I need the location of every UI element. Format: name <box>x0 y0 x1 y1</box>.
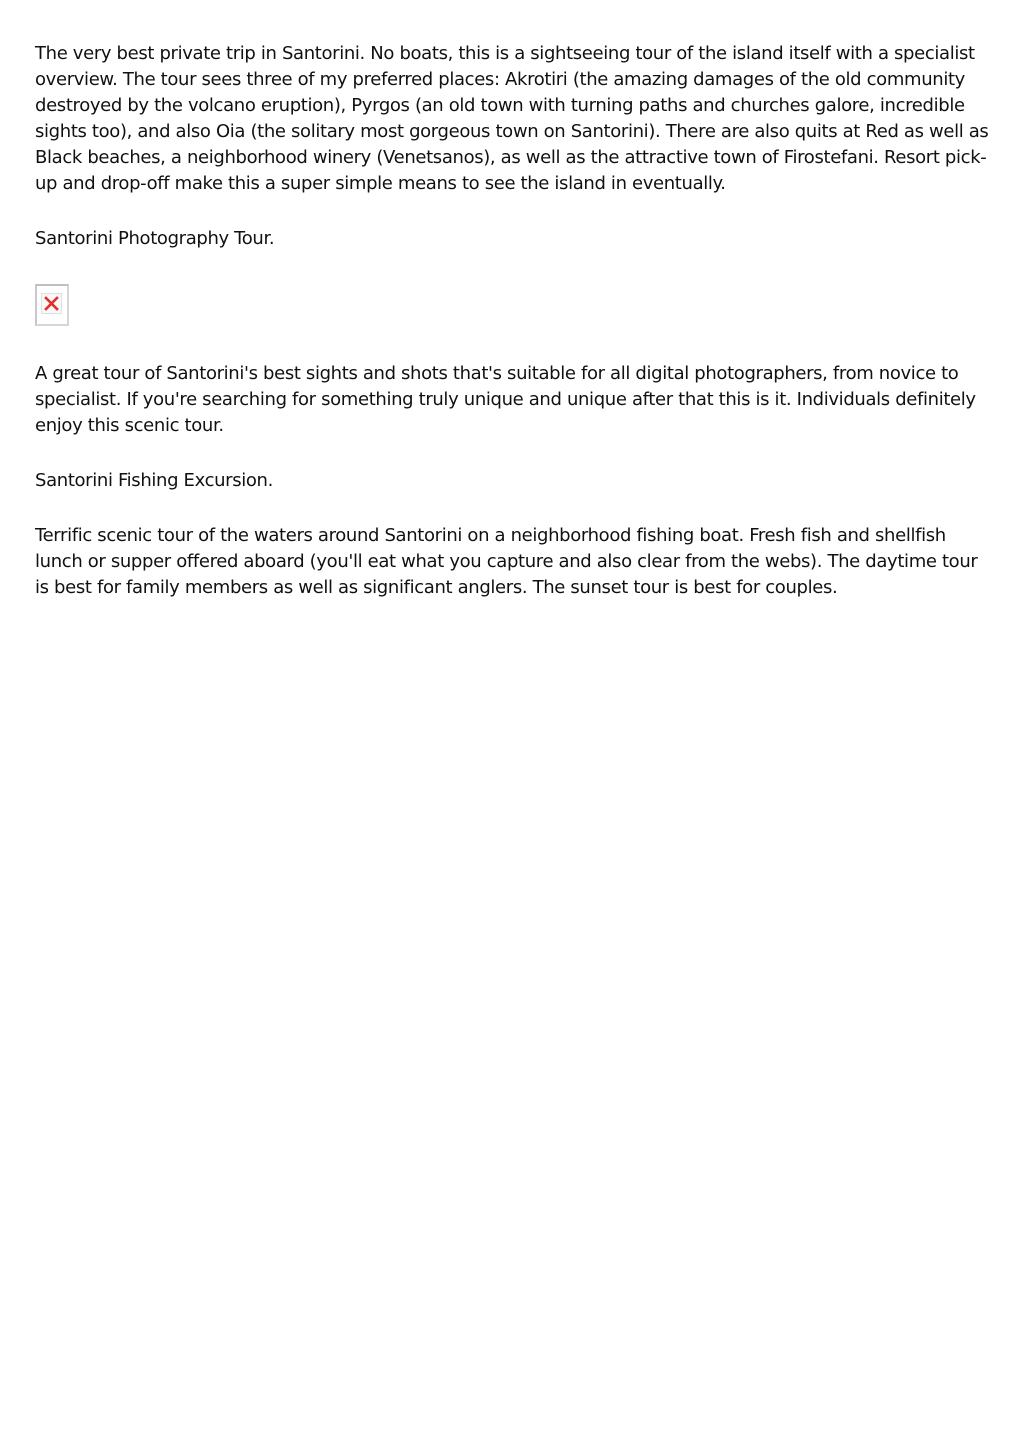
photography-tour-heading: Santorini Photography Tour. <box>35 228 275 249</box>
broken-image-icon <box>44 296 59 311</box>
fishing-excursion-description: Terrific scenic tour of the waters around Santorini on a neighborhood fishing boat. Fresh fish and shellfish lunch or supper offered aboard (you'll eat what you capture and also clear from the webs). The daytime tour is best for family members as well as significant anglers. The sunset tour is best for couples. <box>35 525 978 598</box>
photography-tour-description: A great tour of Santorini's best sights and shots that's suitable for all digital photographers, from novice to specialist. If you're searching for something truly unique and unique after that this is it. Individuals definitely enjoy this scenic tour. <box>35 363 976 436</box>
broken-image-placeholder <box>35 284 69 326</box>
fishing-excursion-heading: Santorini Fishing Excursion. <box>35 470 273 491</box>
intro-paragraph: The very best private trip in Santorini. No boats, this is a sightseeing tour of the island itself with a specialist overview. The tour sees three of my preferred places: Akrotiri (the amazing damages of the old community destroyed by the volcano eruption), Pyrgos (an old town with turning paths and churches galore, incredible sights too), and also Oia (the solitary most gorgeous town on Santorini). There are also quits at Red as well as Black beaches, a neighborhood winery (Venetsanos), as well as the attractive town of Firostefani. Resort pick-up and drop-off make this a super simple means to see the island in eventually. <box>35 43 989 194</box>
document-body <box>35 41 995 601</box>
